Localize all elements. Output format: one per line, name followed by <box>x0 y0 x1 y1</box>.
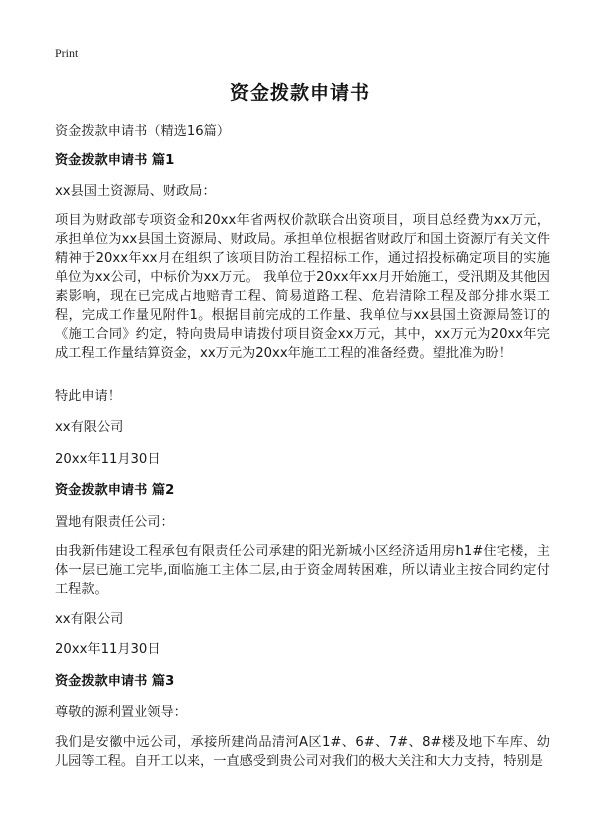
section-2-salutation: 置地有限责任公司： <box>55 515 174 530</box>
section-1-body: 项目为财政部专项资金和20xx年省两权价款联合出资项目，项目总经费为xx万元，承担单位为xx县国土资源局、财政局。承担单位根据省财政厅和国土资源厅有关文件精神于20xx年xx月在组织了该项目防治工程招标工作，通过招投标确定项目的实施单位为xx公司，中标价为xx万元。 我单位于20xx年xx月开始施工，受汛期及其他因素影响，现在已完成占地赔青工程、简易道路工程、危岩清除工程及部分排水渠工程，完成工作量见附件1。根据目前完成的工作量、我单位与xx县国土资源局签订的《施工合同》约定，特向贵局申请拨付项目资金xx万元，其中，xx万元为20xx年完成工程工作量结算资金，xx万元为20xx年施工工程的准备经费。望批准为盼！ <box>55 213 550 361</box>
section-1-salutation: xx县国土资源局、财政局： <box>55 184 216 199</box>
section-3-salutation: 尊敬的源利置业领导： <box>55 705 187 720</box>
print-label[interactable]: Print <box>55 46 79 60</box>
section-3-heading: 资金拨款申请书 篇3 <box>55 674 175 689</box>
section-1-closing: 特此申请！ <box>55 389 121 404</box>
section-1-date: 20xx年11月30日 <box>55 452 161 467</box>
section-2-signature: xx有限公司 <box>55 612 124 627</box>
document-title: 资金拨款申请书 <box>229 82 370 104</box>
document-subtitle: 资金拨款申请书（精选16篇） <box>55 124 231 139</box>
section-1-signature: xx有限公司 <box>55 420 124 435</box>
section-2-body: 由我新伟建设工程承包有限责任公司承建的阳光新城小区经济适用房h1#住宅楼，主体一层已施工完毕,面临施工主体二层,由于资金周转困难，所以请业主按合同约定付工程款。 <box>55 544 550 597</box>
section-2-date: 20xx年11月30日 <box>55 642 161 657</box>
section-3-body: 我们是安徽中远公司，承接所建尚品清河A区1#、6#、7#、8#楼及地下车库、幼儿园等工程。自开工以来，一直感受到贵公司对我们的极大关注和大力支持，特别是 <box>55 735 550 769</box>
section-2-heading: 资金拨款申请书 篇2 <box>55 483 175 498</box>
section-1-heading: 资金拨款申请书 篇1 <box>55 153 175 168</box>
